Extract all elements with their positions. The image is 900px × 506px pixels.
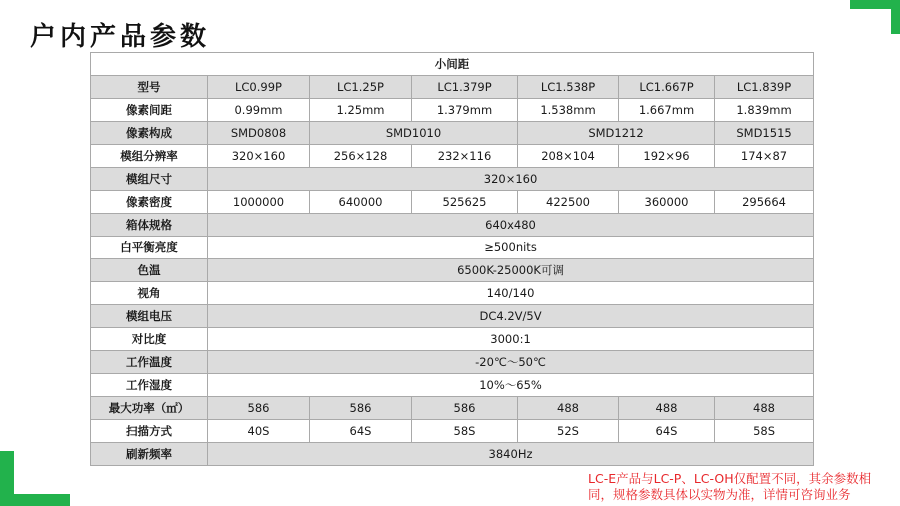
- table-cell: DC4.2V/5V: [208, 305, 814, 328]
- row-label: 工作温度: [91, 351, 208, 374]
- table-header: 小间距: [91, 53, 814, 76]
- table-row: [91, 351, 814, 374]
- table-cell: 422500: [518, 190, 619, 213]
- table-cell: LC1.839P: [715, 75, 814, 98]
- row-label: 模组电压: [91, 305, 208, 328]
- table-cell: LC1.667P: [619, 75, 715, 98]
- table-cell: 320×160: [208, 144, 310, 167]
- table-cell: 3840Hz: [208, 442, 814, 465]
- table-row: [91, 420, 814, 443]
- table-cell: 0.99mm: [208, 98, 310, 121]
- table-row: [91, 213, 814, 236]
- row-label: 像素密度: [91, 190, 208, 213]
- table-cell: 174×87: [715, 144, 814, 167]
- row-label: 视角: [91, 282, 208, 305]
- table-row: [91, 442, 814, 465]
- table-cell: 3000:1: [208, 328, 814, 351]
- table-cell: 140/140: [208, 282, 814, 305]
- table-cell: 1.379mm: [412, 98, 518, 121]
- table-cell: 586: [412, 397, 518, 420]
- table-row: [91, 282, 814, 305]
- table-cell: SMD1010: [310, 121, 518, 144]
- table-cell: 40S: [208, 420, 310, 443]
- table-cell: 586: [208, 397, 310, 420]
- corner-accent-top-right-vertical: [891, 0, 900, 34]
- table-row: [91, 236, 814, 259]
- row-label: 模组尺寸: [91, 167, 208, 190]
- table-cell: SMD0808: [208, 121, 310, 144]
- row-label: 工作湿度: [91, 374, 208, 397]
- table-cell: LC1.25P: [310, 75, 412, 98]
- table-cell: 488: [715, 397, 814, 420]
- table-cell: 640000: [310, 190, 412, 213]
- table-cell: -20℃～50℃: [208, 351, 814, 374]
- table-cell: 360000: [619, 190, 715, 213]
- table-cell: SMD1212: [518, 121, 715, 144]
- table-cell: 1.25mm: [310, 98, 412, 121]
- table-cell: 208×104: [518, 144, 619, 167]
- table-row: [91, 305, 814, 328]
- table-cell: 192×96: [619, 144, 715, 167]
- table-row: [91, 374, 814, 397]
- table-cell: 6500K-25000K可调: [208, 259, 814, 282]
- table-cell: 295664: [715, 190, 814, 213]
- row-label: 箱体规格: [91, 213, 208, 236]
- table-row: [91, 75, 814, 98]
- corner-accent-bottom-left-vertical: [0, 451, 14, 506]
- spec-table: [90, 52, 814, 466]
- table-cell: LC1.379P: [412, 75, 518, 98]
- row-label: 像素间距: [91, 98, 208, 121]
- row-label: 白平衡亮度: [91, 236, 208, 259]
- table-cell: 488: [518, 397, 619, 420]
- table-cell: 64S: [619, 420, 715, 443]
- row-label: 刷新频率: [91, 442, 208, 465]
- table-cell: 1.667mm: [619, 98, 715, 121]
- table-row: [91, 167, 814, 190]
- table-cell: ≥500nits: [208, 236, 814, 259]
- table-cell: LC1.538P: [518, 75, 619, 98]
- row-label: 模组分辨率: [91, 144, 208, 167]
- table-cell: 10%～65%: [208, 374, 814, 397]
- table-cell: 488: [619, 397, 715, 420]
- row-label: 色温: [91, 259, 208, 282]
- table-cell: 256×128: [310, 144, 412, 167]
- table-cell: 1000000: [208, 190, 310, 213]
- table-cell: 1.538mm: [518, 98, 619, 121]
- table-cell: 52S: [518, 420, 619, 443]
- table-cell: 58S: [412, 420, 518, 443]
- table-cell: SMD1515: [715, 121, 814, 144]
- table-row: [91, 328, 814, 351]
- row-label: 扫描方式: [91, 420, 208, 443]
- page-title: 户内产品参数: [30, 22, 211, 52]
- table-row: [91, 121, 814, 144]
- table-header-row: [91, 53, 814, 76]
- table-cell: 640x480: [208, 213, 814, 236]
- table-cell: 525625: [412, 190, 518, 213]
- table-row: [91, 259, 814, 282]
- table-row: [91, 397, 814, 420]
- row-label: 对比度: [91, 328, 208, 351]
- table-cell: 586: [310, 397, 412, 420]
- footnote: LC-E产品与LC-P、LC-OH仅配置不同，其余参数相同，规格参数具体以实物为准，详情可咨询业务: [588, 471, 872, 502]
- row-label: 像素构成: [91, 121, 208, 144]
- table-cell: 58S: [715, 420, 814, 443]
- table-cell: 64S: [310, 420, 412, 443]
- table-cell: 1.839mm: [715, 98, 814, 121]
- row-label: 最大功率（㎡）: [91, 397, 208, 420]
- table-cell: LC0.99P: [208, 75, 310, 98]
- table-row: [91, 190, 814, 213]
- table-cell: 232×116: [412, 144, 518, 167]
- row-label: 型号: [91, 75, 208, 98]
- table-row: [91, 98, 814, 121]
- table-row: [91, 144, 814, 167]
- table-cell: 320×160: [208, 167, 814, 190]
